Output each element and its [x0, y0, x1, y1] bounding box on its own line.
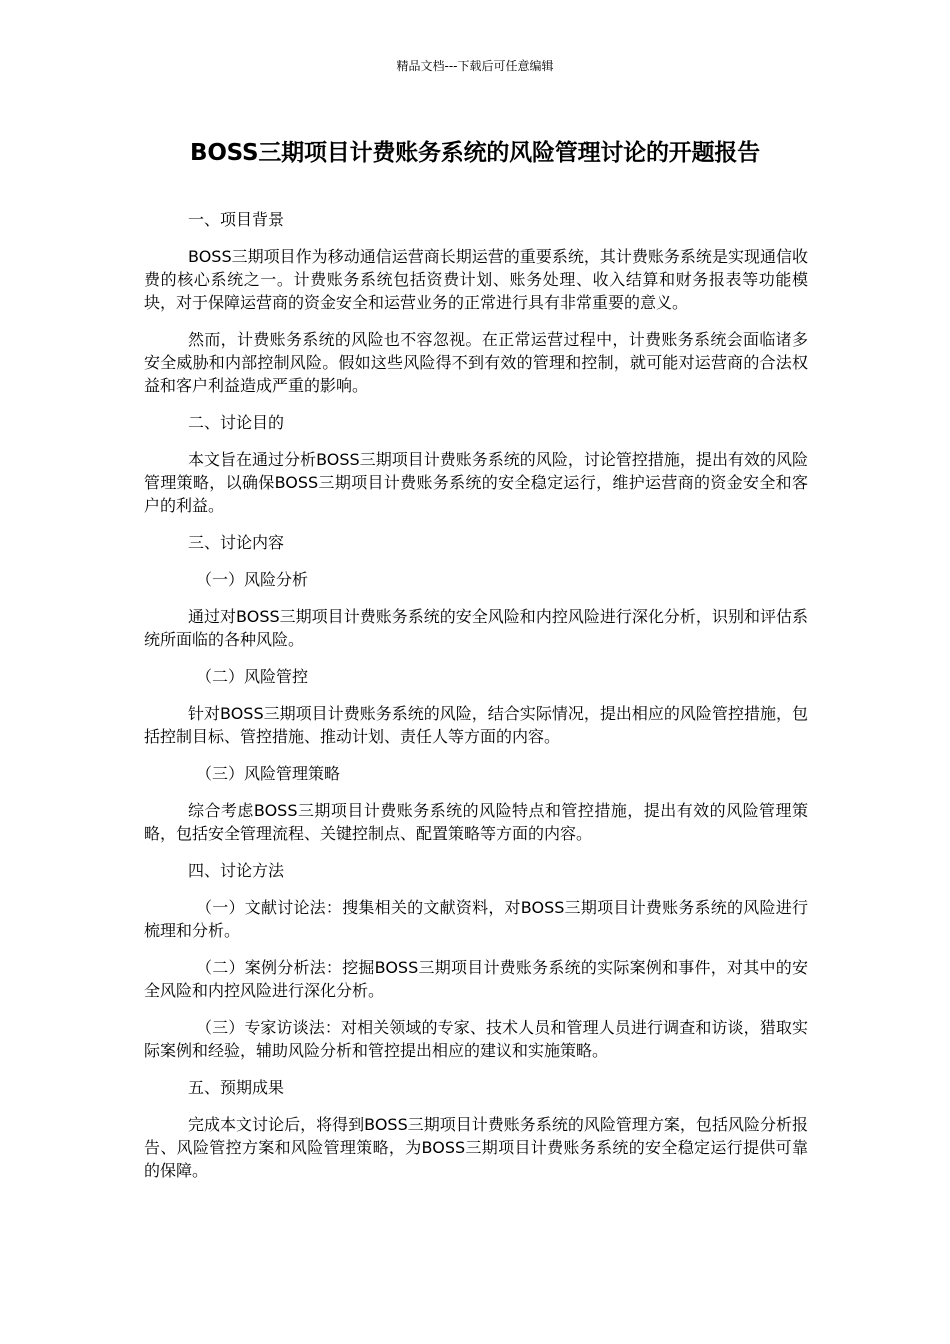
section-heading-methods: 四、讨论方法 [188, 861, 285, 880]
paragraph-risk-analysis: 通过对BOSS三期项目计费账务系统的安全风险和内控风险进行深化分析，识别和评估系统所面临的各种风险。 [144, 607, 808, 649]
paragraph-risk-strategy: 综合考虑BOSS三期项目计费账务系统的风险特点和管控措施，提出有效的风险管理策略，包括安全管理流程、关键控制点、配置策略等方面的内容。 [144, 801, 808, 843]
document-body [144, 208, 808, 1196]
document-title: BOSS三期项目计费账务系统的风险管理讨论的开题报告 [190, 140, 760, 166]
paragraph-purpose: 本文旨在通过分析BOSS三期项目计费账务系统的风险，讨论管控措施，提出有效的风险管理策略，以确保BOSS三期项目计费账务系统的安全稳定运行，维护运营商的资金安全和客户的利益。 [144, 450, 808, 515]
section-heading-outcomes: 五、预期成果 [188, 1078, 285, 1097]
subheading-risk-analysis: （一）风险分析 [196, 570, 309, 589]
section-heading-purpose: 二、讨论目的 [188, 413, 285, 432]
method-literature: （一）文献讨论法：搜集相关的文献资料，对BOSS三期项目计费账务系统的风险进行梳理和分析。 [144, 898, 808, 940]
method-case-analysis: （二）案例分析法：挖掘BOSS三期项目计费账务系统的实际案例和事件，对其中的安全风险和内控风险进行深化分析。 [144, 958, 808, 1000]
subheading-risk-strategy: （三）风险管理策略 [196, 764, 341, 783]
page-header: 精品文档---下载后可任意编辑 [396, 59, 554, 73]
section-heading-background: 一、项目背景 [188, 210, 285, 229]
method-expert-interview: （三）专家访谈法：对相关领域的专家、技术人员和管理人员进行调查和访谈，猎取实际案例和经验，辅助风险分析和管控提出相应的建议和实施策略。 [144, 1018, 808, 1060]
paragraph-background-1: BOSS三期项目作为移动通信运营商长期运营的重要系统，其计费账务系统是实现通信收费的核心系统之一。计费账务系统包括资费计划、账务处理、收入结算和财务报表等功能模块，对于保障运营商的资金安全和运营业务的正常进行具有非常重要的意义。 [144, 247, 808, 312]
section-heading-content: 三、讨论内容 [188, 533, 285, 552]
subheading-risk-control: （二）风险管控 [196, 667, 309, 686]
paragraph-outcomes: 完成本文讨论后，将得到BOSS三期项目计费账务系统的风险管理方案，包括风险分析报告、风险管控方案和风险管理策略，为BOSS三期项目计费账务系统的安全稳定运行提供可靠的保障。 [144, 1115, 808, 1180]
paragraph-risk-control: 针对BOSS三期项目计费账务系统的风险，结合实际情况，提出相应的风险管控措施，包括控制目标、管控措施、推动计划、责任人等方面的内容。 [144, 704, 808, 746]
paragraph-background-2: 然而，计费账务系统的风险也不容忽视。在正常运营过程中，计费账务系统会面临诸多安全威胁和内部控制风险。假如这些风险得不到有效的管理和控制，就可能对运营商的合法权益和客户利益造成严重的影响。 [144, 330, 808, 395]
